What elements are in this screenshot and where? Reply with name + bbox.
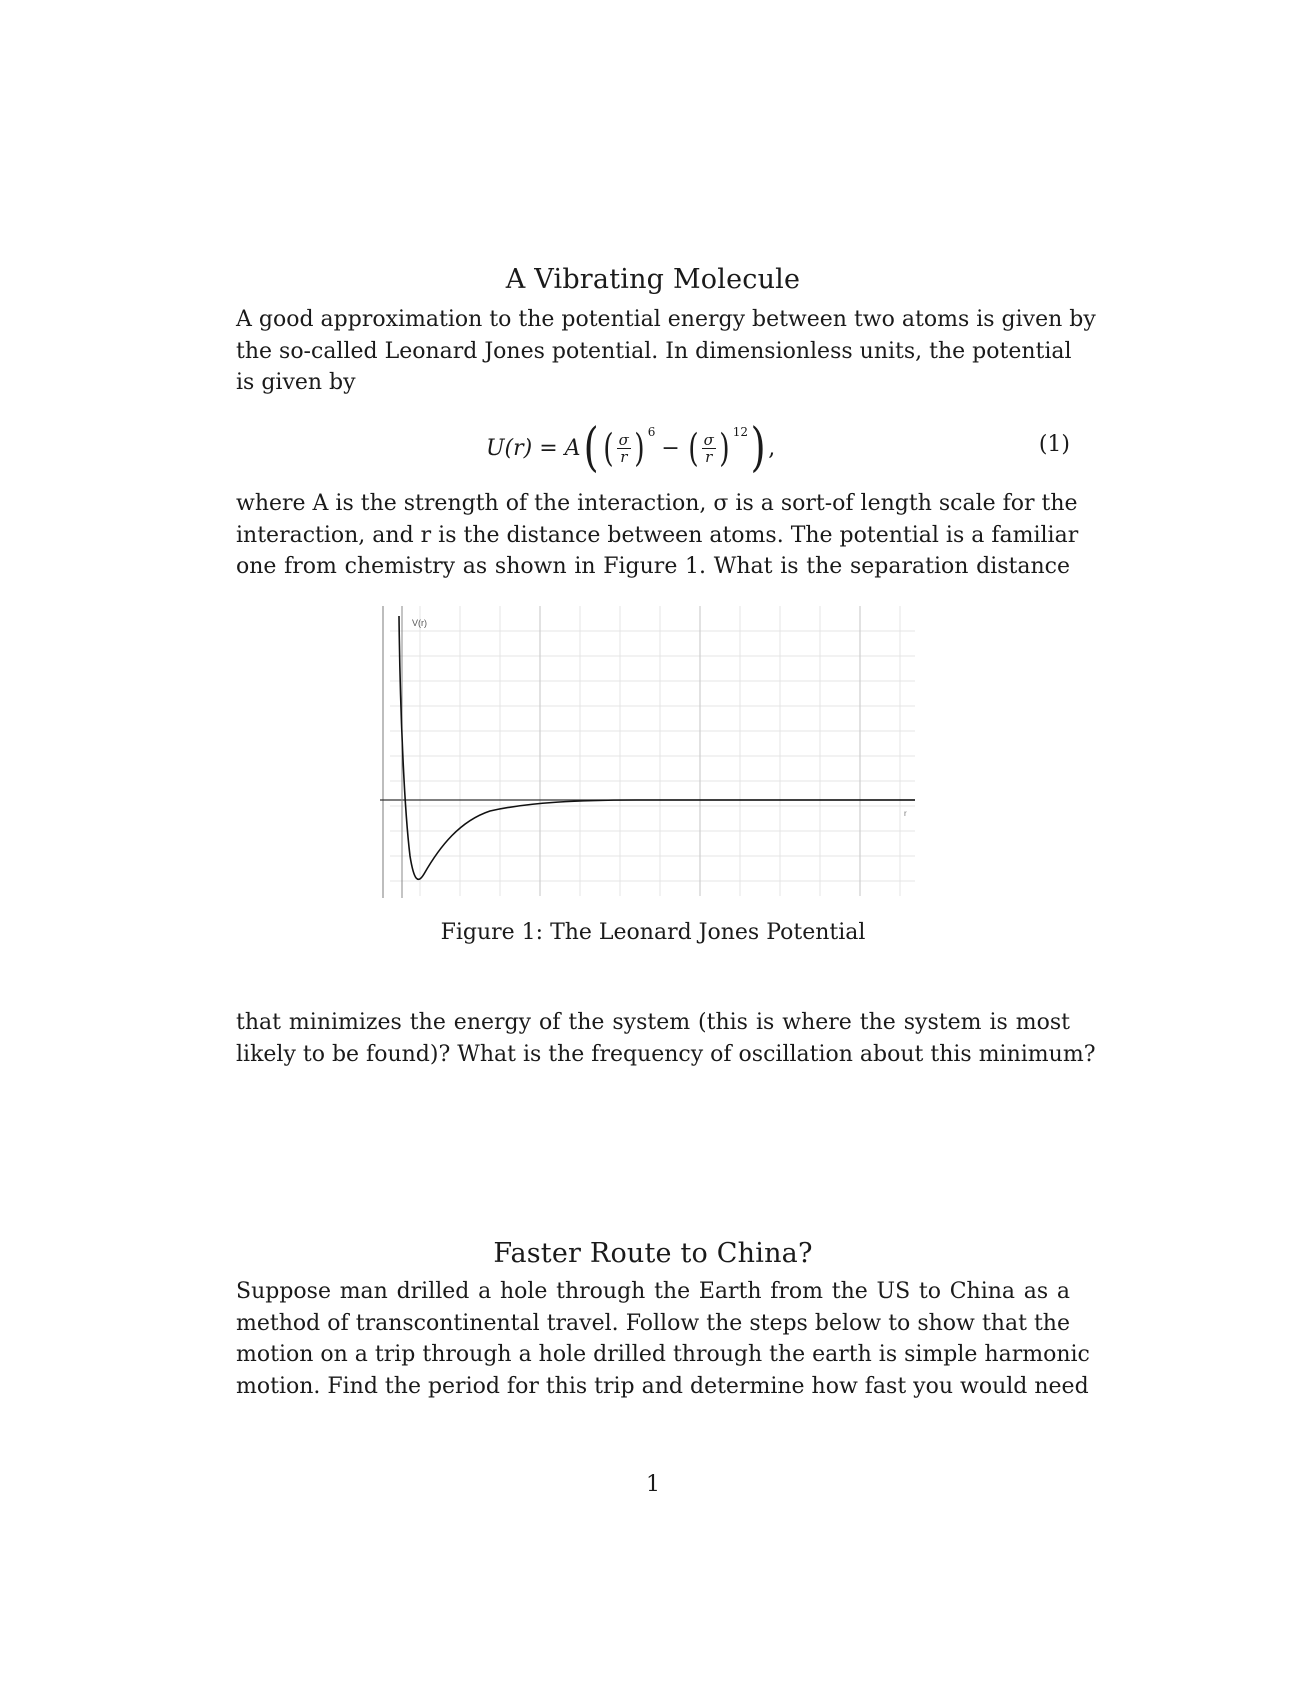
continuation-paragraph	[236, 1007, 1096, 1070]
exponent-twelve: 12	[732, 425, 748, 439]
minus-sign: −	[661, 435, 680, 461]
exponent-six: 6	[647, 425, 656, 439]
explanation-paragraph	[236, 488, 1079, 583]
explanation-line: where A is the strength of the interaction, σ is a sort-of length scale for the	[236, 491, 1078, 516]
equation-comma: ,	[768, 435, 776, 461]
intro-line: is given by	[236, 370, 356, 395]
explanation-line: interaction, and r is the distance between atoms. The potential is a familiar	[236, 522, 1079, 548]
continuation-line: likely to be found)? What is the frequency of oscillation about this minimum?	[236, 1041, 1096, 1067]
equation-body: U(r) = A ( ( $\frac{\sigma}{r}$ ) 6 − ( $\frac{\sigma}{r}$ ) 12 ) ,	[486, 418, 776, 478]
intro-line: A good approximation to the potential energy between two atoms is given by	[236, 307, 1096, 332]
potential-plot	[380, 606, 915, 906]
explanation-line: one from chemistry as shown in Figure 1. What is the separation distance	[236, 554, 1070, 579]
china-line: Suppose man drilled a hole through the Earth from the US to China as a	[236, 1279, 1070, 1304]
china-paragraph	[236, 1276, 1090, 1402]
y-axis-label: V(r)	[412, 618, 427, 628]
minor-grid	[390, 606, 915, 896]
equation-1	[236, 418, 1070, 478]
section-title-vibrating-molecule: A Vibrating Molecule	[505, 264, 801, 295]
china-line: method of transcontinental travel. Follow the steps below to show that the	[236, 1310, 1070, 1336]
equation-lhs: U(r) = A	[486, 435, 581, 461]
figure-caption: Figure 1: The Leonard Jones Potential	[440, 920, 866, 945]
equation-number: (1)	[1038, 432, 1070, 457]
intro-line: the so-called Leonard Jones potential. In dimensionless units, the potential	[236, 338, 1072, 364]
x-axis-label: r	[904, 809, 907, 818]
china-line: motion. Find the period for this trip and determine how fast you would need	[236, 1373, 1089, 1399]
continuation-line: that minimizes the energy of the system (this is where the system is most	[236, 1010, 1070, 1035]
page-number: 1	[646, 1472, 660, 1497]
sigma-over-r-fraction: $\frac{\sigma}{r}$	[703, 430, 714, 466]
china-line: motion on a trip through a hole drilled through the earth is simple harmonic	[236, 1342, 1090, 1367]
major-grid	[540, 606, 860, 896]
sigma-over-r-fraction: $\frac{\sigma}{r}$	[618, 430, 629, 466]
intro-paragraph	[236, 304, 1096, 399]
figure-leonard-jones	[380, 606, 915, 906]
section-title-faster-route: Faster Route to China?	[493, 1238, 813, 1269]
